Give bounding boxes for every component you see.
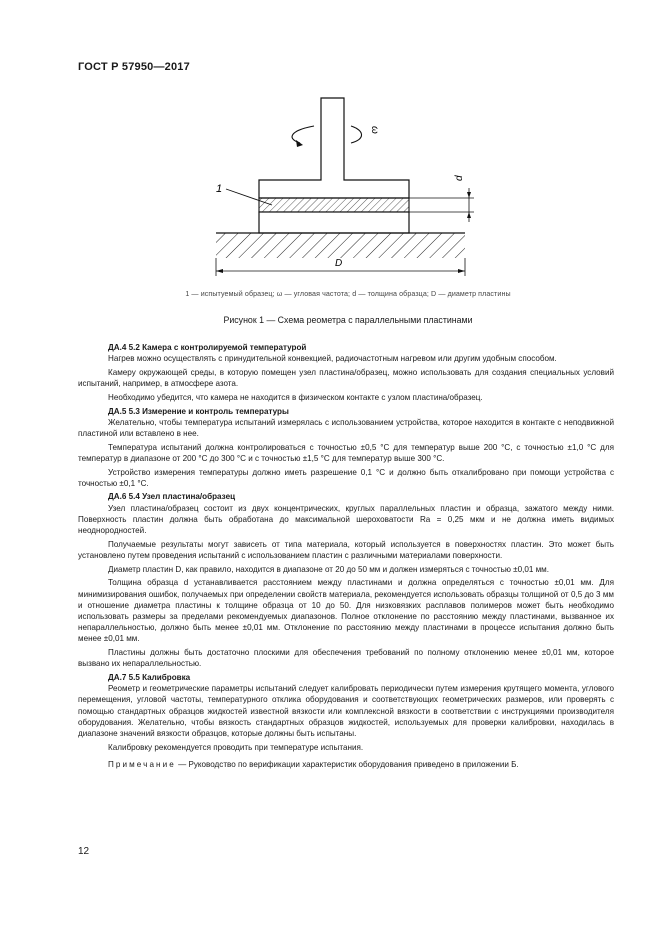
paragraph: Реометр и геометрические параметры испытаний следует калибровать периодически путем измерения крутящего момента, углового перемещения, угловой частоты, температурного отклика оборудования и соответствующих геометрических размеров, или проверять с помощью стандартных образцов жидкостей известной вязкости или комплексной вязкости в соответствии с инструкциями производителя оборудования. Желательно, чтобы вязкость стандартных образцов жидкостей, используемых для проверки калибровки, находилась в диапазоне значений вязкости образцов, которые должны быть испытаны. bbox=[78, 684, 614, 738]
paragraph: Узел пластина/образец состоит из двух концентрических, круглых параллельных пластин и образца, зажатого между ними. Поверхность пластин должна быть обработана до максимальной шероховатости Ra = 0,25 мкм и не должна иметь видимых неоднородностей. bbox=[78, 503, 614, 536]
sample-layer bbox=[259, 198, 409, 212]
section-heading: ДА.7 5.5 Калибровка bbox=[108, 672, 191, 682]
paragraph: Желательно, чтобы температура испытаний измерялась с использованием устройства, которое находится в контакте с неподвижной пластиной или вставлено в нее. bbox=[78, 417, 614, 438]
rheometer-diagram bbox=[0, 0, 661, 310]
paragraph: Получаемые результаты могут зависеть от типа материала, который используется в поверхностях пластин. Это может быть установлено путем проведения испытаний с использованием пластин с различными материалами поверхности. bbox=[78, 539, 614, 560]
paragraph: Калибровку рекомендуется проводить при температуре испытания. bbox=[108, 742, 364, 752]
paragraph: Толщина образца d устанавливается расстоянием между пластинами и должна определяться с точностью ±0,01 мм. Для минимизирования ошибок, получаемых при определении свойств материала, рекомендуется использовать образцы толщиной от 0,5 до 3 мм и отношение диаметра пластины к толщине образца от 10 до 50. Для низковязких расплавов полимеров может быть необходимо использовать размеры за пределами рекомендуемых диапазонов. Полное отклонение по расстоянию между пластинами, вызванное их непараллельностью, должно быть менее ±0,01 мм. Отклонение по расстоянию между пластинами в процессе испытания должно быть менее ±0,01 мм. bbox=[78, 578, 614, 644]
omega-label: ω bbox=[369, 126, 380, 134]
paragraph: Необходимо убедится, что камера не находится в физическом контакте с узлом пластина/образец. bbox=[108, 392, 483, 402]
paragraph: Устройство измерения температуры должно иметь разрешение 0,1 °С и должно быть откалибровано при помощи устройства с точностью ±0,1 °С. bbox=[78, 467, 614, 488]
ground-base bbox=[216, 233, 465, 258]
page-number: 12 bbox=[78, 846, 90, 857]
document-header: ГОСТ Р 57950—2017 bbox=[78, 61, 190, 73]
document-body bbox=[78, 342, 614, 773]
figure-legend: 1 — испытуемый образец; ω — угловая частота; d — толщина образца; D — диаметр пластины bbox=[185, 290, 511, 298]
label-sample-number: 1 bbox=[216, 183, 223, 195]
section-heading: ДА.4 5.2 Камера с контролируемой температурой bbox=[108, 343, 307, 352]
note-label: Примечание bbox=[108, 759, 176, 769]
paragraph: Температура испытаний должна контролироваться с точностью ±0,5 °С для температур выше 200 °С, с точностью ±1,0 °С для температур в диапазоне от 200 °С до 300 °С и с точностью ±1,5 °С для температур выше 300 °С. bbox=[78, 442, 614, 463]
lower-plate bbox=[259, 212, 409, 233]
section-heading: ДА.6 5.4 Узел пластина/образец bbox=[108, 492, 236, 502]
paragraph: Пластины должны быть достаточно плоскими для обеспечения требований по полному отклонению менее ±0,01 мм, которое вызвано их непараллельностью. bbox=[78, 648, 614, 669]
figure-caption: Рисунок 1 — Схема реометра с параллельными пластинами bbox=[223, 315, 473, 325]
section-heading: ДА.5 5.3 Измерение и контроль температуры bbox=[108, 406, 289, 416]
paragraph: Диаметр пластин D, как правило, находится в диапазоне от 20 до 50 мм и должен измеряться с точностью ±0,01 мм. bbox=[108, 564, 549, 574]
paragraph: Камеру окружающей среды, в которую помещен узел пластина/образец, можно использовать для создания специальных условий испытаний, например, в атмосфере азота. bbox=[78, 367, 614, 389]
thickness-label: d bbox=[454, 175, 465, 181]
note-text: — Руководство по верификации характеристик оборудования приведено в приложении Б. bbox=[175, 759, 519, 769]
note-paragraph bbox=[78, 759, 614, 770]
spindle-shape bbox=[259, 98, 409, 198]
diameter-label: D bbox=[335, 258, 343, 269]
paragraph: Нагрев можно осуществлять с принудительной конвекцией, радиочастотным нагревом или другим удобным способом. bbox=[108, 354, 557, 364]
